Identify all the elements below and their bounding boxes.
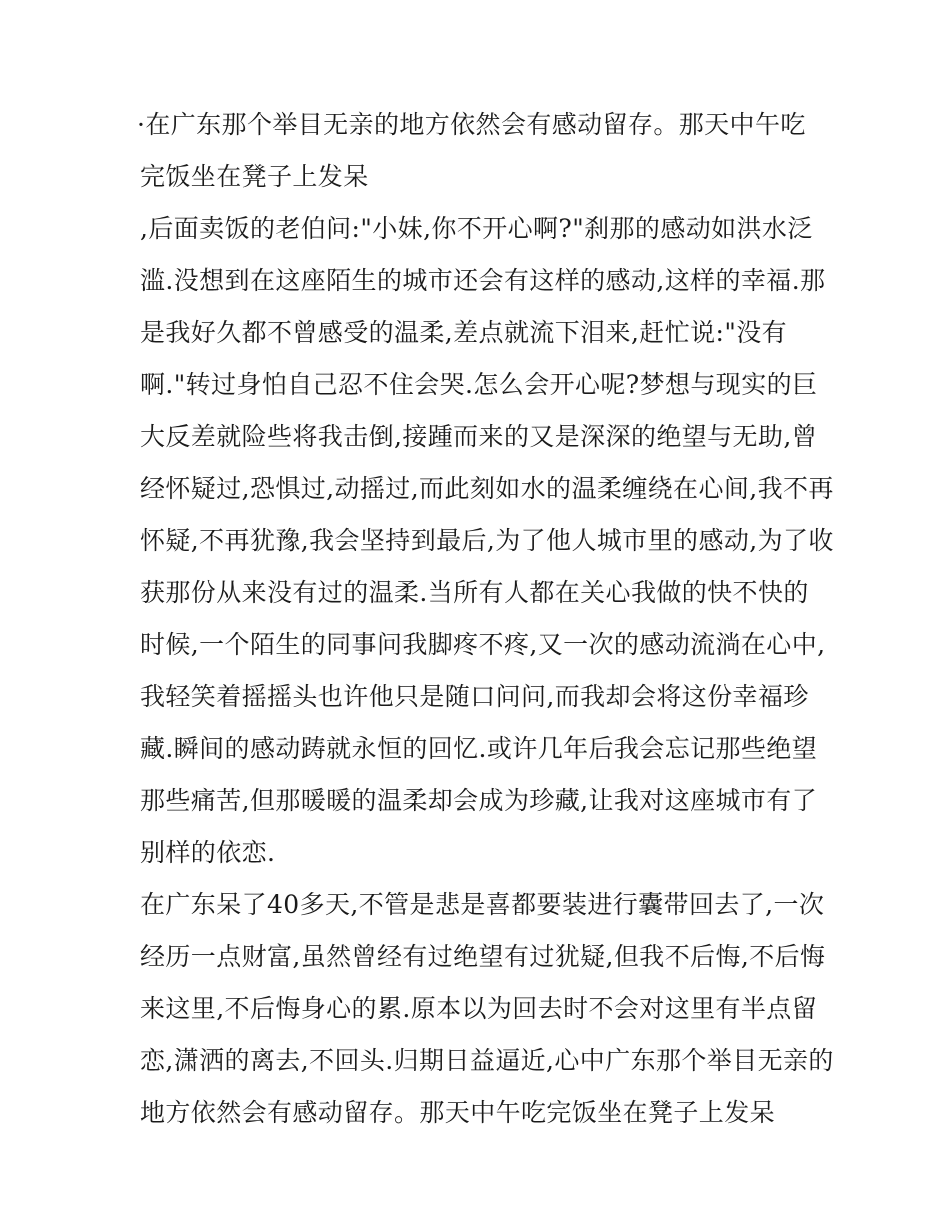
text-line: 时候,一个陌生的同事问我脚疼不疼,又一次的感动流淌在心中, xyxy=(140,630,826,659)
text-line: ,后面卖饭的老伯问:"小妹,你不开心啊?"刹那的感动如洪水泛 xyxy=(140,214,813,243)
text-line: 来这里,不后悔身心的累.原本以为回去时不会对这里有半点留 xyxy=(140,994,818,1023)
text-line: ·在广东那个举目无亲的地方依然会有感动留存。那天中午吃 xyxy=(137,110,806,139)
text-line: 经怀疑过,恐惧过,动摇过,而此刻如水的温柔缠绕在心间,我不再 xyxy=(140,474,834,503)
text-line: 恋,潇洒的离去,不回头.归期日益逼近,心中广东那个举目无亲的 xyxy=(140,1046,834,1075)
text-line: 怀疑,不再犹豫,我会坚持到最后,为了他人城市里的感动,为了收 xyxy=(140,526,834,555)
text-line: 我轻笑着摇摇头也许他只是随口问问,而我却会将这份幸福珍 xyxy=(140,682,809,711)
text-line: 藏.瞬间的感动踌就永恒的回忆.或许几年后我会忘记那些绝望 xyxy=(140,734,818,763)
text-line: 是我好久都不曾感受的温柔,差点就流下泪来,赶忙说:"没有 xyxy=(140,318,788,347)
text-line: 地方依然会有感动留存。那天中午吃完饭坐在凳子上发呆 xyxy=(140,1098,776,1127)
text-line: 完饭坐在凳子上发呆 xyxy=(140,162,369,191)
text-line: 大反差就险些将我击倒,接踵而来的又是深深的绝望与无助,曾 xyxy=(140,422,818,451)
text-line: 获那份从来没有过的温柔.当所有人都在关心我做的快不快的 xyxy=(140,578,809,607)
text-line: 别样的依恋. xyxy=(140,838,276,867)
text-line: 滥.没想到在这座陌生的城市还会有这样的感动,这样的幸福.那 xyxy=(140,266,826,295)
text-line: 经历一点财富,虽然曾经有过绝望有过犹疑,但我不后悔,不后悔 xyxy=(140,942,826,971)
text-line: 啊."转过身怕自己忍不住会哭.怎么会开心呢?梦想与现实的巨 xyxy=(140,370,818,399)
text-line: 在广东呆了40多天,不管是悲是喜都要装进行囊带回去了,一次 xyxy=(140,890,825,919)
text-line: 那些痛苦,但那暖暖的温柔却会成为珍藏,让我对这座城市有了 xyxy=(140,786,818,815)
